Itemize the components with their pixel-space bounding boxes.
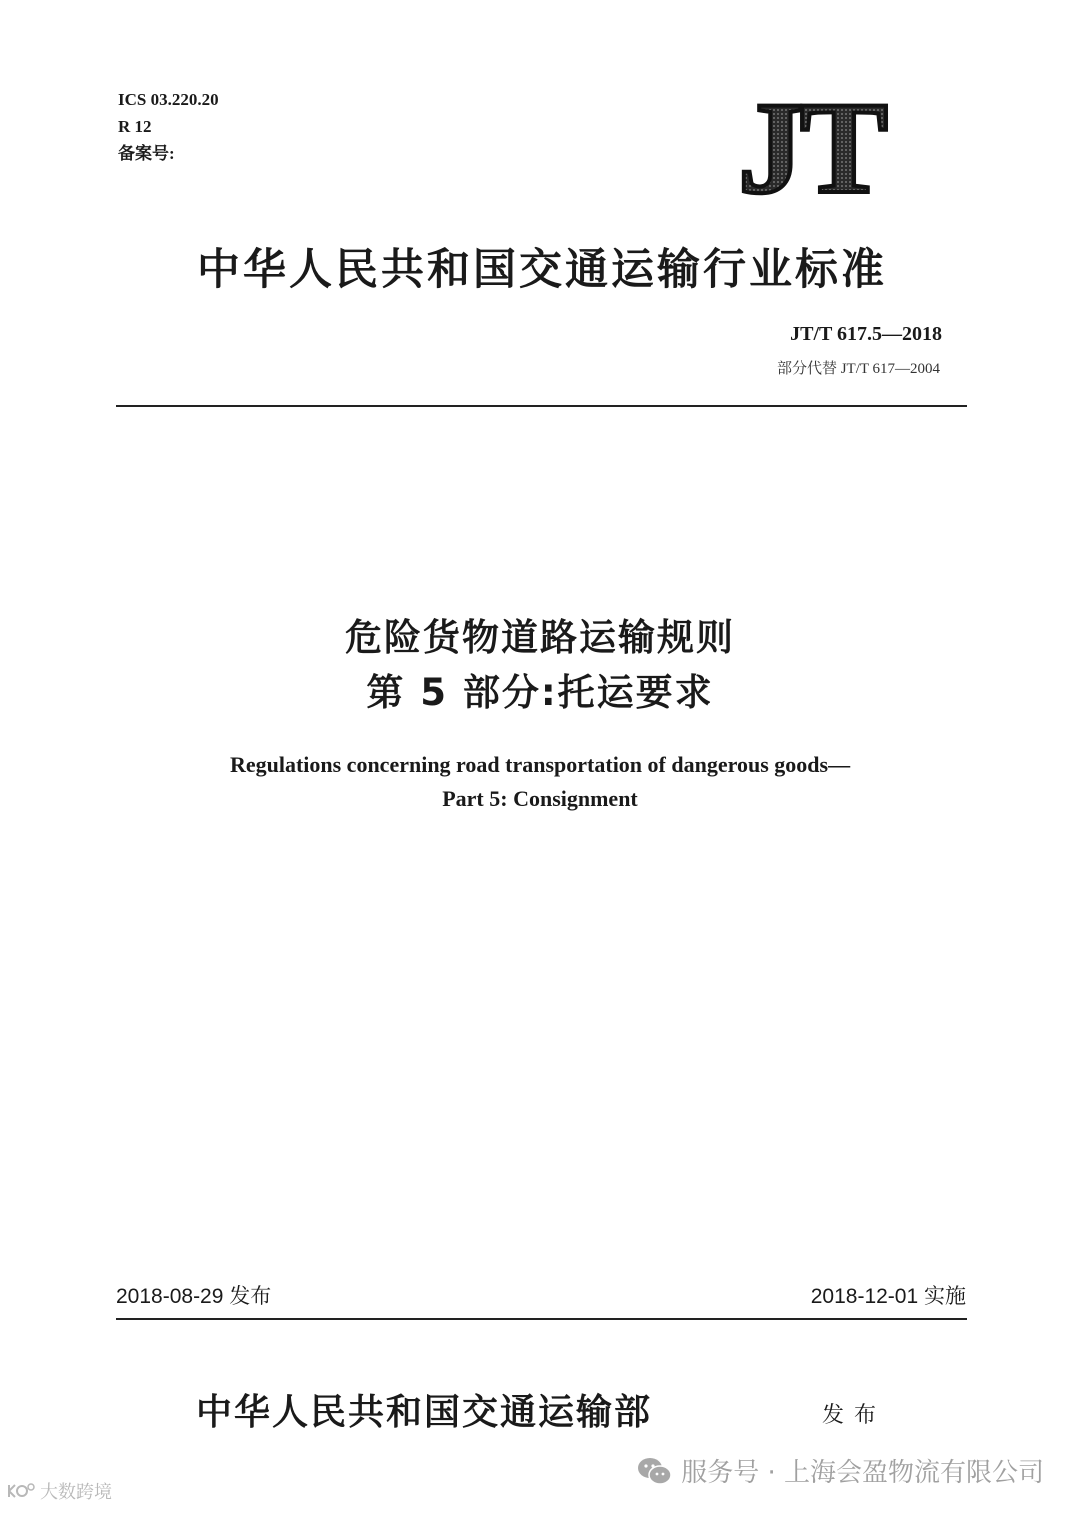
top-divider — [116, 405, 967, 407]
jt-logo — [704, 92, 918, 200]
standard-number: JT/T 617.5—2018 — [790, 323, 942, 345]
english-title-line-2: Part 5: Consignment — [442, 786, 638, 811]
wechat-icon — [637, 1456, 673, 1486]
chinese-title-line-2: 第 5 部分:托运要求 — [366, 671, 714, 714]
english-title-line-1: Regulations concerning road transportation of dangerous goods— — [229, 752, 851, 777]
brand-logo-icon — [6, 1481, 36, 1501]
watermark-right — [637, 1452, 1044, 1489]
replaces-note: 部分代替 JT/T 617—2004 — [776, 361, 940, 377]
publisher-name: 中华人民共和国交通运输部 — [196, 1391, 653, 1433]
publish-label: 发布 — [822, 1403, 887, 1428]
ics-code: ICS 03.220.20 — [118, 90, 219, 109]
chinese-title-line-1: 危险货物道路运输规则 — [345, 616, 735, 659]
issue-date: 2018-08-29 发布 — [116, 1285, 272, 1308]
watermark-right-text: 服务号 · 上海会盈物流有限公司 — [681, 1458, 1044, 1488]
jt-logo-text: JT — [737, 92, 885, 200]
watermark-left — [6, 1478, 112, 1504]
watermark-left-text: 大数跨境 — [40, 1482, 112, 1503]
department-title: 中华人民共和国交通运输行业标准 — [197, 245, 887, 295]
filing-number: 备案号: — [118, 144, 175, 163]
bottom-divider — [116, 1318, 967, 1320]
implementation-date: 2018-12-01 实施 — [810, 1285, 966, 1308]
category-code: R 12 — [118, 117, 152, 136]
classification-block — [118, 86, 219, 167]
